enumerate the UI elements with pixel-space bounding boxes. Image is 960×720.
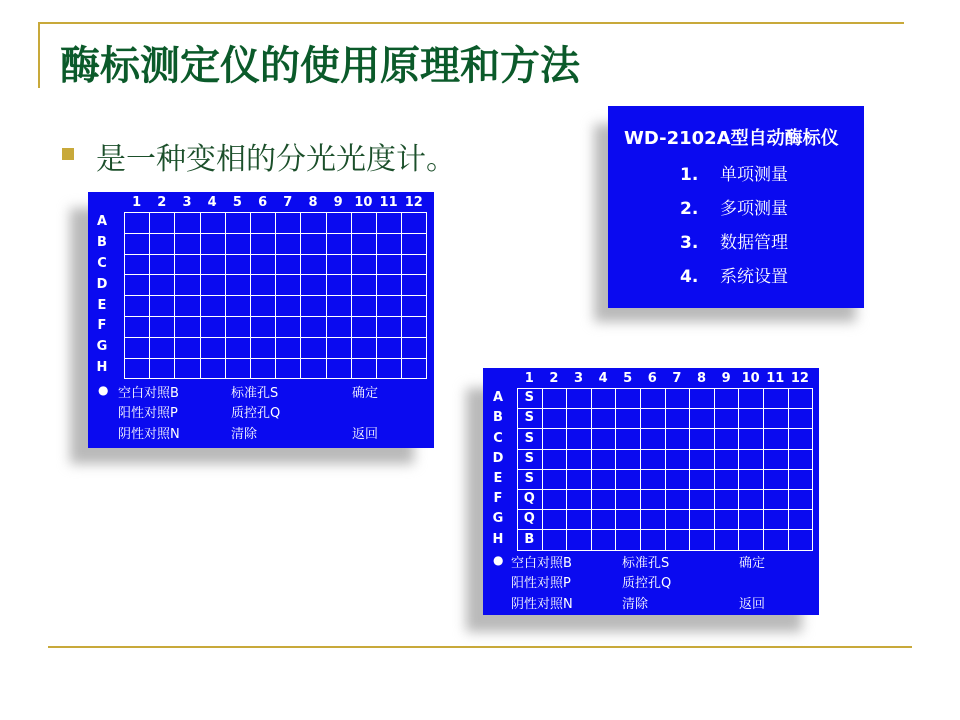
column-label: 7 [283,195,293,210]
well-cell[interactable] [200,316,226,338]
well-cell[interactable] [788,489,814,510]
well-cell[interactable] [376,212,402,234]
well-cell[interactable] [401,316,427,338]
well-value: S [524,470,534,486]
qc-well-option[interactable]: 质控孔Q [622,576,672,591]
well-cell[interactable] [640,489,666,510]
well-cell[interactable] [788,529,814,550]
well-cell[interactable] [300,316,326,338]
well-cell[interactable] [351,316,377,338]
well-cell[interactable] [714,489,740,510]
negative-control-option[interactable]: 阴性对照N [118,427,180,442]
well-cell[interactable] [225,316,251,338]
well-cell[interactable] [225,358,251,380]
well-cell[interactable] [351,274,377,296]
well-cell[interactable] [225,274,251,296]
well-cell[interactable] [615,469,641,490]
well-cell[interactable] [542,408,568,429]
well-cell[interactable] [763,408,789,429]
well-cell[interactable] [326,233,352,255]
well-cell[interactable] [275,316,301,338]
well-cell[interactable] [376,254,402,276]
column-label: 11 [379,195,398,210]
column-label: 5 [623,371,633,386]
standard-well-option[interactable]: 标准孔S [622,556,670,571]
well-cell[interactable] [566,469,592,490]
well-cell[interactable] [738,489,764,510]
well-cell[interactable] [124,274,150,296]
well-cell[interactable] [763,428,789,449]
well-cell[interactable] [124,212,150,234]
well-cell[interactable] [591,428,617,449]
well-cell[interactable] [714,408,740,429]
well-cell[interactable] [250,233,276,255]
well-cell[interactable] [738,529,764,550]
well-value: S [524,430,534,446]
well-cell[interactable] [174,212,200,234]
well-cell[interactable] [300,358,326,380]
row-label: D [492,450,504,466]
well-cell[interactable] [640,509,666,530]
well-cell[interactable] [174,274,200,296]
row-label: A [492,390,504,406]
well-cell[interactable] [376,358,402,380]
well-cell[interactable] [738,428,764,449]
menu-item-data[interactable]: 3. 数据管理 [680,233,788,253]
blank-control-option[interactable]: 空白对照B [511,556,572,571]
row-label: G [492,511,504,527]
well-cell[interactable] [124,254,150,276]
well-cell[interactable] [542,529,568,550]
well-cell[interactable] [326,316,352,338]
well-cell[interactable] [714,388,740,409]
well-cell[interactable] [714,509,740,530]
well-cell[interactable] [665,428,691,449]
well-cell[interactable] [149,358,175,380]
row-label: E [493,470,503,486]
well-cell[interactable] [615,428,641,449]
positive-control-option[interactable]: 阳性对照P [511,576,571,591]
well-cell[interactable] [689,529,715,550]
well-cell[interactable] [275,254,301,276]
well-cell[interactable] [300,254,326,276]
well-cell[interactable] [566,388,592,409]
well-cell[interactable] [665,388,691,409]
well-cell[interactable] [542,449,568,470]
well-cell[interactable] [566,489,592,510]
well-value: B [524,531,535,547]
well-cell[interactable] [763,388,789,409]
well-cell[interactable] [591,489,617,510]
well-cell[interactable] [689,469,715,490]
well-cell[interactable] [689,388,715,409]
well-cell[interactable] [200,358,226,380]
well-cell[interactable] [300,295,326,317]
column-label: 6 [647,371,657,386]
well-cell[interactable] [788,428,814,449]
well-cell[interactable] [788,408,814,429]
well-cell[interactable] [149,274,175,296]
well-cell[interactable] [788,388,814,409]
well-cell[interactable] [788,449,814,470]
well-cell[interactable] [124,233,150,255]
well-cell[interactable] [200,274,226,296]
well-cell[interactable] [225,337,251,359]
well-cell[interactable] [788,469,814,490]
column-label: 8 [308,195,318,210]
back-button[interactable]: 返回 [739,597,766,612]
menu-item-multi[interactable]: 2. 多项测量 [680,199,788,219]
row-label: B [493,410,503,426]
well-cell[interactable] [738,509,764,530]
well-cell[interactable] [763,469,789,490]
menu-item-single[interactable]: 1. 单项测量 [680,165,788,185]
well-cell[interactable] [615,408,641,429]
row-label: C [493,430,503,446]
column-label: 3 [573,371,584,386]
plate-panel-filled [483,368,819,615]
clear-button[interactable]: 清除 [231,427,258,442]
well-cell[interactable] [174,295,200,317]
well-cell[interactable] [351,295,377,317]
column-label: 7 [672,371,682,386]
negative-control-option[interactable]: 阴性对照N [511,597,573,612]
well-cell[interactable] [124,295,150,317]
well-cell[interactable] [714,469,740,490]
well-cell[interactable] [376,274,402,296]
well-cell[interactable] [275,212,301,234]
column-label: 2 [157,195,167,210]
well-cell[interactable] [200,254,226,276]
column-label: 1 [132,195,142,210]
well-cell[interactable] [351,212,377,234]
well-cell[interactable] [591,449,617,470]
well-cell[interactable] [763,489,789,510]
well-cell[interactable] [665,529,691,550]
well-cell[interactable] [640,428,666,449]
well-cell[interactable] [714,428,740,449]
column-label: 9 [333,195,343,210]
well-cell[interactable] [149,295,175,317]
well-value: S [524,390,534,406]
well-cell[interactable] [124,337,150,359]
row-label: A [96,214,108,230]
well-cell[interactable] [200,212,226,234]
row-label: E [97,297,107,313]
well-cell[interactable] [300,337,326,359]
column-label: 6 [258,195,268,210]
menu-title: WD-2102A型自动酶标仪 [624,128,839,149]
well-cell[interactable] [738,449,764,470]
well-cell[interactable] [689,428,715,449]
well-cell[interactable] [665,489,691,510]
column-label: 10 [741,371,760,386]
well-cell[interactable] [591,408,617,429]
column-label: 5 [232,195,242,210]
well-cell[interactable] [401,358,427,380]
well-cell[interactable] [401,254,427,276]
column-label: 3 [182,195,192,210]
well-cell[interactable] [542,388,568,409]
well-cell[interactable] [566,428,592,449]
well-cell[interactable] [401,337,427,359]
well-cell[interactable] [250,274,276,296]
column-label: 10 [354,195,373,210]
well-cell[interactable] [275,337,301,359]
well-cell[interactable] [640,388,666,409]
back-button[interactable]: 返回 [352,427,379,442]
well-cell[interactable] [250,337,276,359]
well-cell[interactable] [275,358,301,380]
confirm-button[interactable]: 确定 [352,386,379,401]
menu-item-settings[interactable]: 4. 系统设置 [680,267,788,287]
well-cell[interactable] [376,316,402,338]
well-cell[interactable] [174,316,200,338]
well-cell[interactable] [738,469,764,490]
well-cell[interactable] [124,316,150,338]
qc-well-option[interactable]: 质控孔Q [231,406,281,421]
row-label: F [493,491,503,507]
column-label: 9 [721,371,731,386]
well-cell[interactable] [665,449,691,470]
column-label: 12 [790,371,809,386]
well-cell[interactable] [640,469,666,490]
well-cell[interactable] [640,408,666,429]
row-label: D [96,276,108,292]
well-cell[interactable] [591,388,617,409]
well-cell[interactable] [763,509,789,530]
well-cell[interactable] [300,233,326,255]
well-cell[interactable] [351,337,377,359]
well-cell[interactable] [200,295,226,317]
well-cell[interactable] [401,295,427,317]
well-cell[interactable] [689,509,715,530]
well-cell[interactable] [763,529,789,550]
well-cell[interactable] [376,295,402,317]
well-cell[interactable] [300,212,326,234]
menu-panel [608,106,864,308]
well-cell[interactable] [542,489,568,510]
well-cell[interactable] [351,254,377,276]
well-cell[interactable] [174,358,200,380]
column-label: 1 [524,371,534,386]
slide-title: 酶标测定仪的使用原理和方法 [60,43,580,89]
well-value: S [524,450,534,466]
well-cell[interactable] [275,274,301,296]
well-cell[interactable] [738,408,764,429]
row-label: H [96,360,108,375]
well-cell[interactable] [591,469,617,490]
frame-top-rule [38,22,904,24]
well-cell[interactable] [615,388,641,409]
well-cell[interactable] [200,233,226,255]
well-cell[interactable] [250,358,276,380]
well-cell[interactable] [124,358,150,380]
well-cell[interactable] [689,408,715,429]
well-cell[interactable] [591,529,617,550]
well-cell[interactable] [225,212,251,234]
well-cell[interactable] [401,212,427,234]
well-cell[interactable] [225,254,251,276]
well-cell[interactable] [689,449,715,470]
well-cell[interactable] [615,529,641,550]
well-cell[interactable] [689,489,715,510]
positive-control-option[interactable]: 阳性对照P [118,406,178,421]
well-cell[interactable] [714,529,740,550]
well-cell[interactable] [401,233,427,255]
well-cell[interactable] [665,509,691,530]
well-cell[interactable] [566,408,592,429]
plate-panel-empty [88,192,434,448]
well-cell[interactable] [640,449,666,470]
well-cell[interactable] [326,358,352,380]
row-label: B [97,235,107,251]
bullet-text: 是一种变相的分光光度计。 [96,142,456,177]
well-cell[interactable] [149,337,175,359]
bullet-square-icon [62,148,74,160]
well-cell[interactable] [250,316,276,338]
well-cell[interactable] [351,233,377,255]
well-cell[interactable] [326,274,352,296]
well-cell[interactable] [615,509,641,530]
well-value: Q [523,511,535,527]
well-cell[interactable] [149,316,175,338]
well-cell[interactable] [326,254,352,276]
well-cell[interactable] [174,254,200,276]
well-cell[interactable] [351,358,377,380]
well-cell[interactable] [149,233,175,255]
well-cell[interactable] [615,449,641,470]
well-cell[interactable] [174,337,200,359]
row-label: G [96,339,108,355]
column-label: 4 [598,371,608,386]
column-label: 2 [549,371,559,386]
column-label: 12 [404,195,423,210]
well-cell[interactable] [714,449,740,470]
well-cell[interactable] [566,449,592,470]
row-label: H [492,531,504,547]
clear-button[interactable]: 清除 [622,597,649,612]
well-cell[interactable] [225,295,251,317]
well-cell[interactable] [326,295,352,317]
well-cell[interactable] [788,509,814,530]
well-cell[interactable] [250,212,276,234]
well-cell[interactable] [591,509,617,530]
well-value: S [524,410,534,426]
well-cell[interactable] [566,509,592,530]
well-cell[interactable] [763,449,789,470]
well-cell[interactable] [149,254,175,276]
row-label: F [97,318,107,334]
well-cell[interactable] [250,254,276,276]
well-cell[interactable] [200,337,226,359]
column-label: 11 [766,371,785,386]
blank-control-option[interactable]: 空白对照B [118,386,179,401]
well-cell[interactable] [665,469,691,490]
row-label: C [97,256,107,271]
well-cell[interactable] [542,469,568,490]
column-label: 8 [696,371,707,386]
well-cell[interactable] [376,233,402,255]
well-cell[interactable] [225,233,251,255]
well-cell[interactable] [738,388,764,409]
well-cell[interactable] [250,295,276,317]
well-cell[interactable] [376,337,402,359]
well-cell[interactable] [665,408,691,429]
frame-bottom-rule [48,646,912,648]
well-cell[interactable] [542,428,568,449]
well-cell[interactable] [401,274,427,296]
well-cell[interactable] [174,233,200,255]
frame-left-rule [38,22,40,88]
well-cell[interactable] [275,233,301,255]
well-cell[interactable] [300,274,326,296]
well-cell[interactable] [326,212,352,234]
selection-dot-icon: ● [98,383,109,397]
well-cell[interactable] [640,529,666,550]
well-cell[interactable] [542,509,568,530]
well-value: Q [523,491,535,507]
selection-dot-icon: ● [493,553,504,567]
well-cell[interactable] [615,489,641,510]
column-label: 4 [207,195,217,210]
confirm-button[interactable]: 确定 [739,556,766,571]
well-cell[interactable] [566,529,592,550]
well-cell[interactable] [149,212,175,234]
well-cell[interactable] [326,337,352,359]
standard-well-option[interactable]: 标准孔S [231,386,279,401]
well-cell[interactable] [275,295,301,317]
